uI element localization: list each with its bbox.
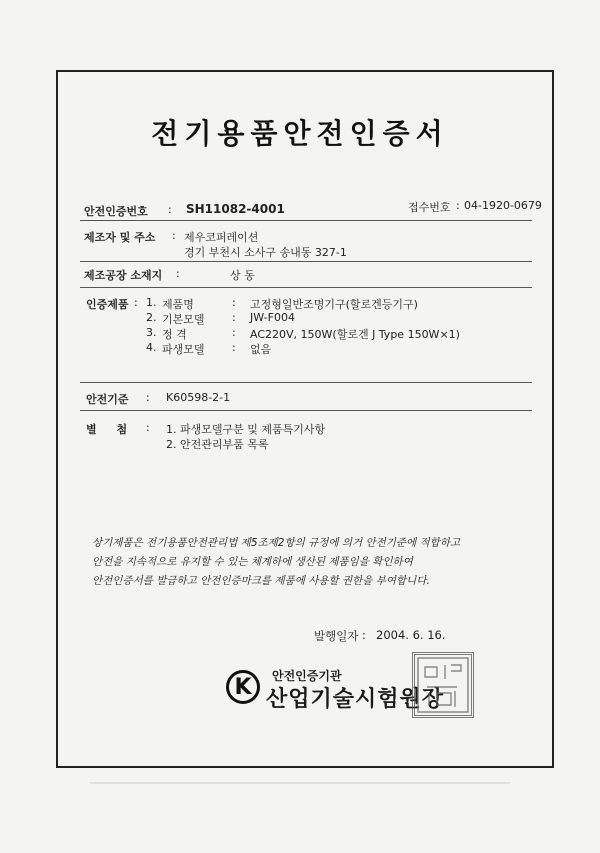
item-value: JW-F004 xyxy=(250,311,295,324)
maker-name: 제우코퍼레이션 xyxy=(184,231,259,244)
receipt-label: 접수번호 xyxy=(408,201,451,214)
item-num: 2. xyxy=(146,311,157,324)
issue-date: 2004. 6. 16. xyxy=(376,628,446,642)
item-label: 파생모델 xyxy=(162,343,205,356)
item-num: 3. xyxy=(146,326,157,339)
item-num: 1. xyxy=(146,296,157,309)
cert-no-label: 안전인증번호 xyxy=(84,205,148,218)
standard-label: 안전기준 xyxy=(86,393,129,406)
receipt-value: 04-1920-0679 xyxy=(464,199,542,212)
certificate-page: 전기용품안전인증서 안전인증번호 : SH11082-4001 접수번호 : 04-1920-0679 제조자 및 주소 : 제우코퍼레이션 경기 부천시 소사구 송내동 327-1 제조공장 소재지 : 상 동 인증제품 : 1. 제품명 : 고정형일반조명기구(할로겐등기구) 2. 기본모델 : JW-F004 3. 정 격 : AC220V, 150W(할로겐 J Type 150W×1) 4. 파생모델 : 없음 안전기준 : K60598-2-1 별 첨 : 1. 파생모델구분 및 제품특기사항 2. 안전관리부품 목록 상기제품은 전기용품안전관리법 제5조제2항의 규정에 의거 안전기준에 적합하고 안전을 지속적으로 유지할 수 있는 체계하에 생산된 제품임을 확인하여 안전인증서를 발급하고 안전인증마크를 제품에 사용할 권한을 부여합니다. 발행일자 : 2004. 6. 16. K 안전인증기관 산업기술시험원장 xyxy=(0,0,600,853)
item-value: 없음 xyxy=(250,343,272,356)
attach-label: 별 첨 xyxy=(86,423,136,436)
official-seal-icon xyxy=(412,652,474,718)
org-subtitle: 안전인증기관 xyxy=(272,669,342,683)
maker-address: 경기 부천시 소사구 송내동 327-1 xyxy=(184,246,347,259)
k-mark-logo-icon: K xyxy=(226,670,260,704)
document-border xyxy=(56,70,554,768)
factory-label: 제조공장 소재지 xyxy=(84,269,163,282)
divider xyxy=(80,287,532,288)
statement-line: 상기제품은 전기용품안전관리법 제5조제2항의 규정에 의거 안전기준에 적합하고 xyxy=(92,537,461,549)
factory-value: 상 동 xyxy=(230,269,255,282)
attachment-item: 2. 안전관리부품 목록 xyxy=(166,438,269,451)
maker-label: 제조자 및 주소 xyxy=(84,231,156,244)
scan-artifact xyxy=(90,782,510,784)
item-value: AC220V, 150W(할로겐 J Type 150W×1) xyxy=(250,328,460,341)
attachment-item: 1. 파생모델구분 및 제품특기사항 xyxy=(166,423,326,436)
item-label: 제품명 xyxy=(162,298,194,311)
item-num: 4. xyxy=(146,341,157,354)
divider xyxy=(80,382,532,383)
issue-label: 발행일자 xyxy=(314,629,359,643)
product-label: 인증제품 xyxy=(86,298,129,311)
item-label: 정 격 xyxy=(162,328,187,341)
statement-line: 안전을 지속적으로 유지할 수 있는 체계하에 생산된 제품임을 확인하여 xyxy=(92,556,413,568)
divider xyxy=(80,410,532,411)
divider xyxy=(80,261,532,262)
standard-value: K60598-2-1 xyxy=(166,391,231,404)
item-value: 고정형일반조명기구(할로겐등기구) xyxy=(250,298,418,311)
cert-no-value: SH11082-4001 xyxy=(186,202,285,216)
divider xyxy=(80,220,532,221)
org-name: 산업기술시험원장 xyxy=(266,687,445,712)
seal-pattern-icon xyxy=(415,655,471,715)
statement-line: 안전인증서를 발급하고 안전인증마크를 제품에 사용할 권한을 부여합니다. xyxy=(92,575,430,587)
item-label: 기본모델 xyxy=(162,313,205,326)
document-title: 전기용품안전인증서 xyxy=(151,117,449,150)
